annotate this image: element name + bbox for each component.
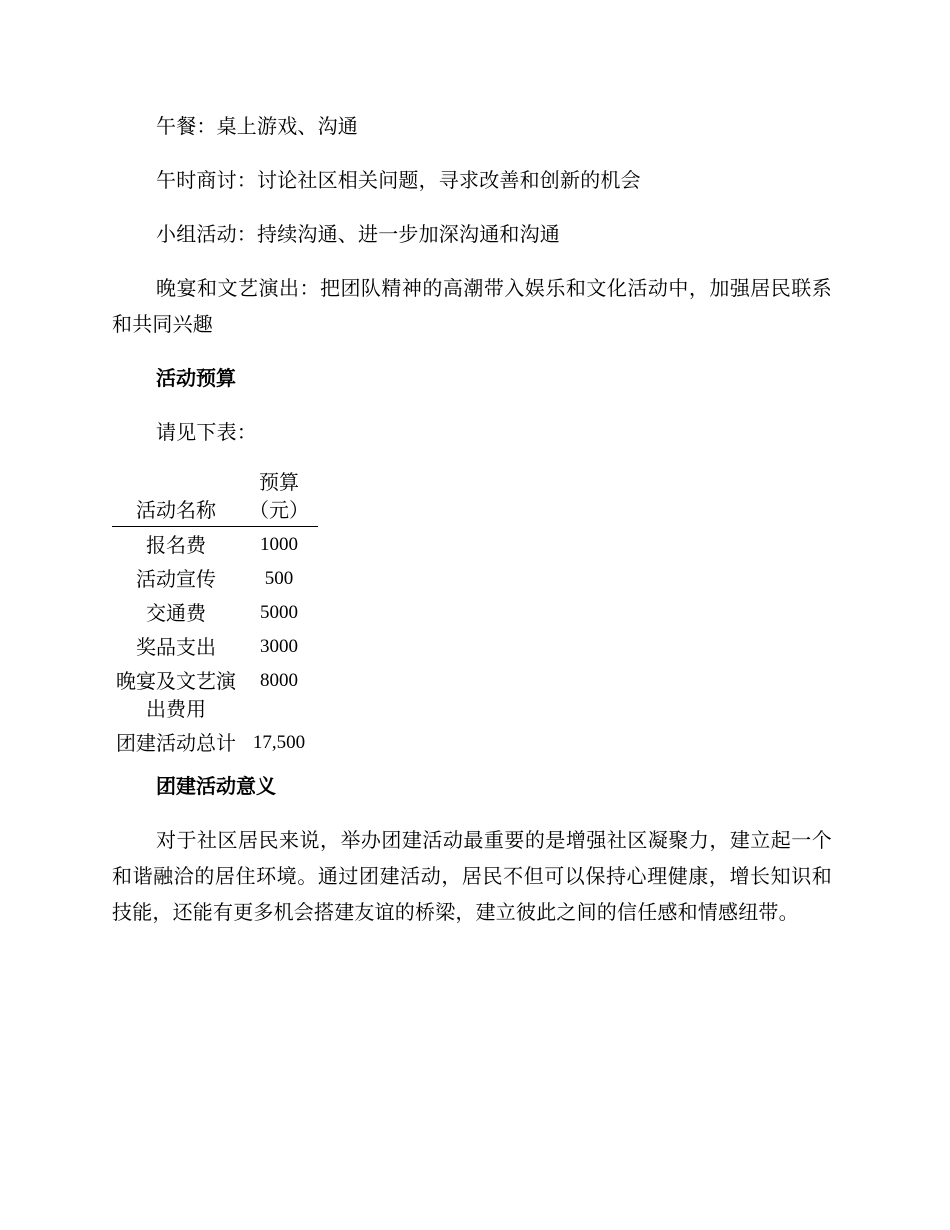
schedule-lunch: 午餐：桌上游戏、沟通: [156, 114, 358, 138]
table-cell-budget: 8000: [260, 670, 298, 691]
budget-intro: 请见下表：: [156, 420, 257, 444]
schedule-afternoon-discussion: 午时商讨：讨论社区相关问题，寻求改善和创新的机会: [156, 168, 641, 192]
header-activity-name: 活动名称: [112, 468, 240, 527]
table-cell-budget: 1000: [260, 534, 298, 555]
table-cell-activity: 奖品支出: [136, 635, 216, 659]
schedule-group-activity: 小组活动：持续沟通、进一步加深沟通和沟通: [156, 222, 560, 246]
schedule-dinner-show: 晚宴和文艺演出：把团队精神的高潮带入娱乐和文化活动中，加强居民联系和共同兴趣: [112, 276, 832, 336]
table-cell-activity: 团建活动总计: [116, 731, 236, 755]
budget-table-header-row: [112, 468, 318, 527]
budget-heading: 活动预算: [156, 366, 236, 390]
table-cell-activity: 报名费: [146, 533, 206, 557]
table-cell-budget: 3000: [260, 636, 298, 657]
table-row-total: [112, 726, 318, 760]
header-budget: 预算（元）: [240, 468, 318, 527]
table-row: [112, 630, 318, 664]
meaning-heading: 团建活动意义: [156, 774, 276, 798]
table-cell-budget: 17,500: [252, 732, 306, 753]
table-row: [112, 596, 318, 630]
table-row: [112, 527, 318, 563]
table-cell-budget: 500: [264, 568, 294, 589]
document-page: [112, 108, 832, 948]
budget-table: [112, 468, 318, 760]
table-cell-activity: 活动宣传: [136, 567, 216, 591]
table-cell-budget: 5000: [260, 602, 298, 623]
meaning-body: 对于社区居民来说，举办团建活动最重要的是增强社区凝聚力，建立起一个和谐融洽的居住环境。通过团建活动，居民不但可以保持心理健康，增长知识和技能，还能有更多机会搭建友谊的桥梁，建立彼此之间的信任感和情感纽带。: [112, 828, 832, 924]
table-row: [112, 664, 318, 726]
table-cell-activity: 晚宴及文艺演出费用: [116, 669, 236, 721]
table-cell-activity: 交通费: [146, 601, 206, 625]
table-row: [112, 562, 318, 596]
